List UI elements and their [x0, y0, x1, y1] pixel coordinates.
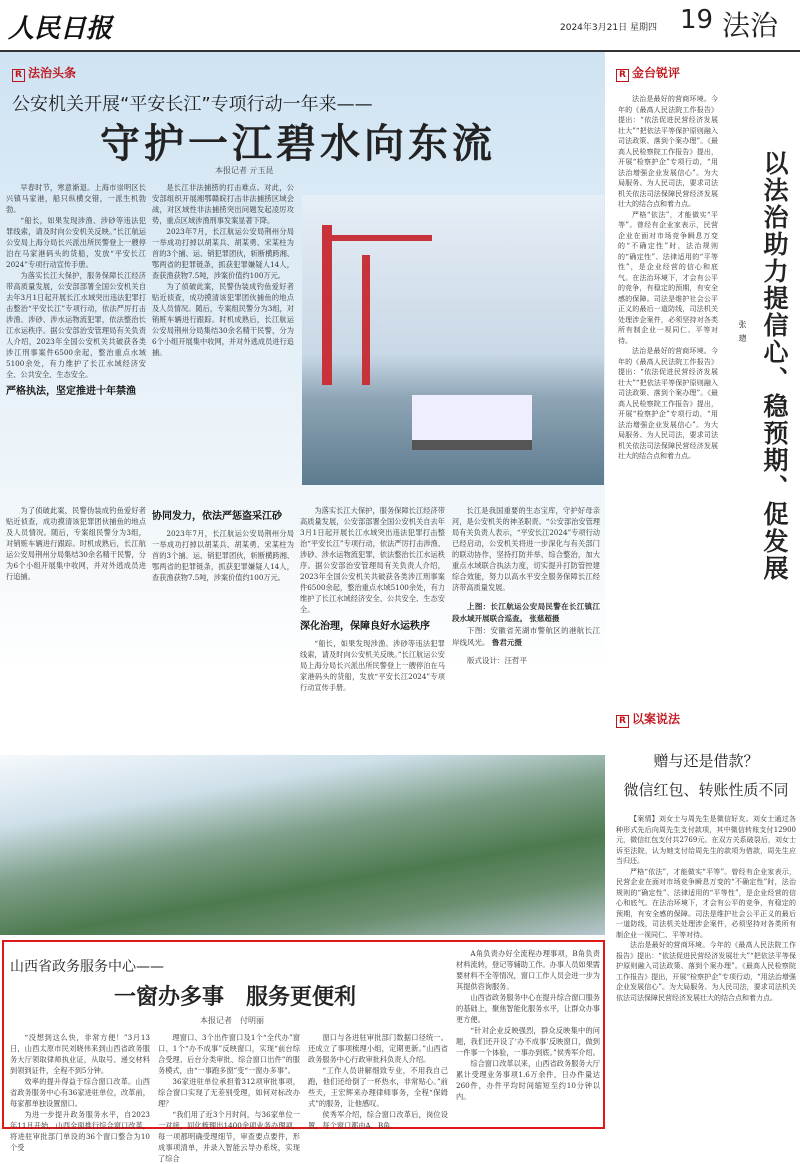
designer-credit: 版式设计：汪哲平: [467, 656, 527, 665]
lead-kicker: 公安机关开展“平安长江”专项行动一年来——: [12, 94, 373, 115]
subhead-1: 严格执法，坚定推进十年禁渔: [6, 386, 136, 397]
page-number: 19: [680, 5, 714, 35]
masthead: [0, 0, 800, 52]
lead-byline: 本报记者 亓玉昆: [215, 166, 274, 175]
commentary-tag: R 金台锐评: [616, 64, 800, 82]
lead-headline: 守护一江碧水向东流: [100, 121, 496, 167]
shanxi-article: [2, 940, 605, 1163]
case-body: 【案情】刘女士与周先生是微信好友。刘女士通过各种形式先后向周先生支付款项，其中微信转账支付12900元，微信红包支付共2769元。在双方关系破裂后，刘女士诉至法院，认为她支付给周先生的款项为借款，周先生应当归还。 严格“依法”，才能做实“平等”。曾经有企业家表示，民营企业在面对市场竞争瞬息万变的“不确定性”时，法治规则的“确定性”、法律适用的“平等性”，是企业经营的信心和底气。在法治环境下，才会有公平的竞争，有稳定的预期，有安全感的保障。司法是维护社会公平正义的最后一道防线，司法机关处理涉企案件，必须坚持对各类所有制企业一视同仁、平等对待。 法治是最好的营商环境。今年的《最高人民法院工作报告》提出：“依法促进民营经济发展壮大”“把依法平等保护原则融入司法政策、落到个案办理”。《最高人民检察院工作报告》提出，开展“检察护企”专项行动，“用法治增强企业发展信心”。为大局服务、为人民司法，要求司法机关依法司法保障民营经济发展壮大的结合点和着力点。: [616, 815, 796, 1002]
shanxi-column-1: “没想到这么快，非常方便！”3月13日，山西太原市民刘晓伟来到山西省政务服务大厅领取律师执业证，从取号、递交材料到领到证件，全程不到5分钟。 效率的提升得益于综合窗口改革。山西省政务服务中心有36家进驻单位，改革前，每家都单独设置窗口。 为进一步提升政务服务水平，自2023年11月开始，山西全面推行综合窗口改革，将进驻审批部门单设的36个窗口整合为10个受: [10, 1033, 150, 1152]
lead-column-3: 为了侦破此案，民警伪装成钓鱼爱好者贴近侦查，成功摸清该犯罪团伙捕鱼的地点及人员情况。随后，专案组民警分为3组，对销赃车辆进行跟踪。时机成熟后，长江航运公安局荆州分局集结30余名精干民警，分为6个小组开展集中收网，并对外逃成员进行追捕。: [6, 506, 146, 581]
commentary-title: 以法治助力提信心、稳预期、促发展: [760, 150, 789, 582]
case-title-2: 微信红包、转账性质不同: [623, 781, 789, 799]
r-icon: R: [616, 69, 629, 82]
shanxi-column-2: 理窗口、3个出件窗口及1个“全代办”窗口、1个“办不成事”反映窗口，实现“前台综合受理、后台分类审批、综合窗口出件”的服务模式，由“一事跑多窗”变“一窗办多事”。 36家进驻单位承担着312项审批事项，综合窗口实现了无差别受理，如何对标改办理？ “我们用了近3个月时间，与36家单位一一对接，回化梳理出1400余项业务办理项，每一项都明确受理细节，审查要点要件，形成事项清单，并录入智能云导办系统，实现了综合: [158, 1033, 300, 1163]
lead-column-tag: R 法治头条: [12, 64, 76, 82]
caption-top: 上图：长江航运公安局民警在长江镇江段水域开展联合巡查。 张慈超摄: [452, 602, 600, 623]
case-study: [612, 708, 800, 1131]
newspaper-logo: 人民日报: [8, 14, 113, 44]
lead-column-5: 为落实长江大保护，服务保障长江经济带高质量发展，公安部部署全国公安机关自去年3月1日起开展长江水域突出违法犯罪打击整治“平安长江”专项行动，依法严厉打击涉渔、涉砂、涉水运物流犯罪，依法整治长江水运秩序。据公安部治安管理局有关负责人介绍，2023年全国公安机关共破获各类涉江刑事案件6500余起，整治重点水域5100余处，有力维护了长江水域经济安全、公共安全、生态安全。 深化治理，保障良好水运秩序 “船长，如果发现涉渔、涉砂等违法犯罪线索，请及时向公安机关反映。”长江航运公安局上海分局长兴派出所民警登上一艘停泊在马家港码头的货船，发放“平安长江2024”专项行动宣传手册。: [300, 506, 445, 692]
case-title-1: 赠与还是借款？: [653, 752, 759, 770]
commentary-body: 法治是最好的营商环境。今年的《最高人民法院工作报告》提出：“依法促进民营经济发展壮大”“把依法平等保护原则融入司法政策、落到个案办理”。《最高人民检察院工作报告》提出，开展“检察护企”专项行动，“用法治增强企业发展信心”。为大局服务、为人民司法，要求司法机关依法司法保障民营经济发展壮大的结合点和着力点。 严格“依法”，才能做实“平等”。曾经有企业家表示，民营企业在面对市场竞争瞬息万变的“不确定性”时，法治规则的“确定性”、法律适用的“平等性”，是企业经营的信心和底气。在法治环境下，才会有公平的竞争，有稳定的预期，有安全感的保障。司法是维护社会公平正义的最后一道防线，司法机关处理涉企案件，必须坚持对各类所有制企业一视同仁、平等对待。 法治是最好的营商环境。今年的《最高人民法院工作报告》提出：“依法促进民营经济发展壮大”“把依法平等保护原则融入司法政策、落到个案办理”。《最高人民检察院工作报告》提出，开展“检察护企”专项行动，“用法治增强企业发展信心”。为大局服务、为人民司法，要求司法机关依法司法保障民营经济发展壮大的结合点和着力点。: [618, 95, 718, 460]
shanxi-headline: 一窗办多事 服务更便利: [114, 984, 357, 1010]
commentary-author: 张璁: [738, 320, 747, 348]
r-icon: R: [616, 715, 629, 728]
caption-bottom: 下图：安徽省芜湖市警航区的港航长江岸线风光。 鲁君元摄: [452, 626, 600, 647]
riverside-landscape-photo: [0, 755, 605, 935]
shanxi-column-3: 窗口与各进驻审批部门数据口径统一。还成立了事项梳理小组，定期更新。”山西省政务服务中心行政审批科负责人介绍。 “工作人员讲解细致专业，不用我自己跑，他们还给倒了一杯热水，非常贴心。”前些天，王宏辉来办理律师事务，全程“保姆式”的服务，让他感叹。 侯秀军介绍，综合窗口改革后，岗位设置，每个窗口都由A、B角: [308, 1033, 448, 1130]
lead-column-4: 协同发力，依法严惩盗采江砂 2023年7月，长江航运公安局荆州分局一举成功打掉以胡某兵、胡某勇、宋某柱为首的3个捕、运、销犯罪团伙，斩断横跨湘、鄂两省的犯罪链条，抓获犯罪嫌疑人14人，查获渔获物7.5吨，涉案价值约100万元。: [152, 511, 294, 582]
lead-column-2: 是长江非法捕捞的打击难点。对此，公安部组织开展湘鄂赣皖打击非法捕捞区域会战，对区域性非法捕捞突出问题发起凌厉攻势，重点区域涉渔刑事发案显著下降。 2023年7月，长江航运公安局荆州分局一举成功打掉以胡某兵、胡某勇、宋某柱为首的3个捕、运、销犯罪团伙，斩断横跨湘、鄂两省的犯罪链条，抓获犯罪嫌疑人14人，查获渔获物7.5吨，涉案价值约100万元。 为了侦破此案，民警伪装成钓鱼爱好者贴近侦查，成功摸清该犯罪团伙捕鱼的地点及人员情况。随后，专案组民警分为3组，对销赃车辆进行跟踪。时机成熟后，长江航运公安局荆州分局集结30余名精干民警，分为6个小组开展集中收网，并对外逃成员进行追捕。: [152, 183, 294, 357]
issue-date: 2024年3月21日 星期四: [560, 23, 657, 33]
shanxi-column-4: A角负责办好全流程办理事项，B角负责材料流转，登记等辅助工作。办事人员如果需要材料不全等情况，窗口工作人员会进一步为其提供咨询服务。 山西省政务服务中心在提升综合窗口服务的基础上，聚焦智能化服务水平，让群众办事更方便。 “针对企业反映强烈，群众反映集中的问题，我们还开设了‘办不成事’反映窗口，做到一件事一个体验，一事办到底。”侯秀军介绍。 综合窗口改革以来，山西省政务服务大厅累计受理业务事项1.6万余件，日办件量达260件，办件平均时间缩短至约10分钟以内。: [456, 949, 600, 1101]
lead-column-6: 长江是我国重要的生态宝库，守护好母亲河，是公安机关的神圣职责。“公安部治安管理局有关负责人表示，“平安长江2024”专项行动已经启动，公安机关将进一步深化与有关部门的联动协作，坚持打防并举、综合整治，加大重点水域联合执法力度，切实提升打防管控建综合效能，努力以高水平安全服务保障长江经济带高质量发展。 上图：长江航运公安局民警在长江镇江段水域开展联合巡查。 张慈超摄 下图：安徽省芜湖市警航区的港航长江岸线风光。 鲁君元摄 版式设计：汪哲平: [452, 506, 600, 665]
section-name: 法治: [722, 9, 779, 42]
case-tag: R 以案说法: [616, 710, 800, 728]
subhead-2: 协同发力，依法严惩盗采江砂: [152, 511, 282, 522]
patrol-boat-photo: [302, 195, 604, 485]
shanxi-kicker: 山西省政务服务中心——: [10, 959, 164, 975]
lead-column-1: 早春时节，寒意渐退。上海市崇明区长兴镇马家港，船只纵横交错，一派生机勃勃。 “船长，如果发现涉渔、涉砂等违法犯罪线索，请及时向公安机关反映。”长江航运公安局上海分局长兴派出所民警登上一艘停泊在马家港码头的货船，发放“平安长江2024”专项行动宣传手册。 为落实长江大保护，服务保障长江经济带高质量发展，公安部部署全国公安机关自去年3月1日起开展长江水域突出违法犯罪打击整治“平安长江”专项行动，依法严厉打击涉渔、涉砂、涉水运物流犯罪，依法整治长江水运秩序。据公安部治安管理局有关负责人介绍，2023年全国公安机关共破获各类涉江刑事案件6500余起，整治重点水域5100余处，有力维护了长江水域经济安全、公共安全、生态安全。 严格执法，坚定推进十年禁渔: [6, 183, 146, 397]
shanxi-byline: 本报记者 付明丽: [200, 1016, 264, 1025]
r-icon: R: [12, 69, 25, 82]
subhead-3: 深化治理，保障良好水运秩序: [300, 621, 430, 632]
